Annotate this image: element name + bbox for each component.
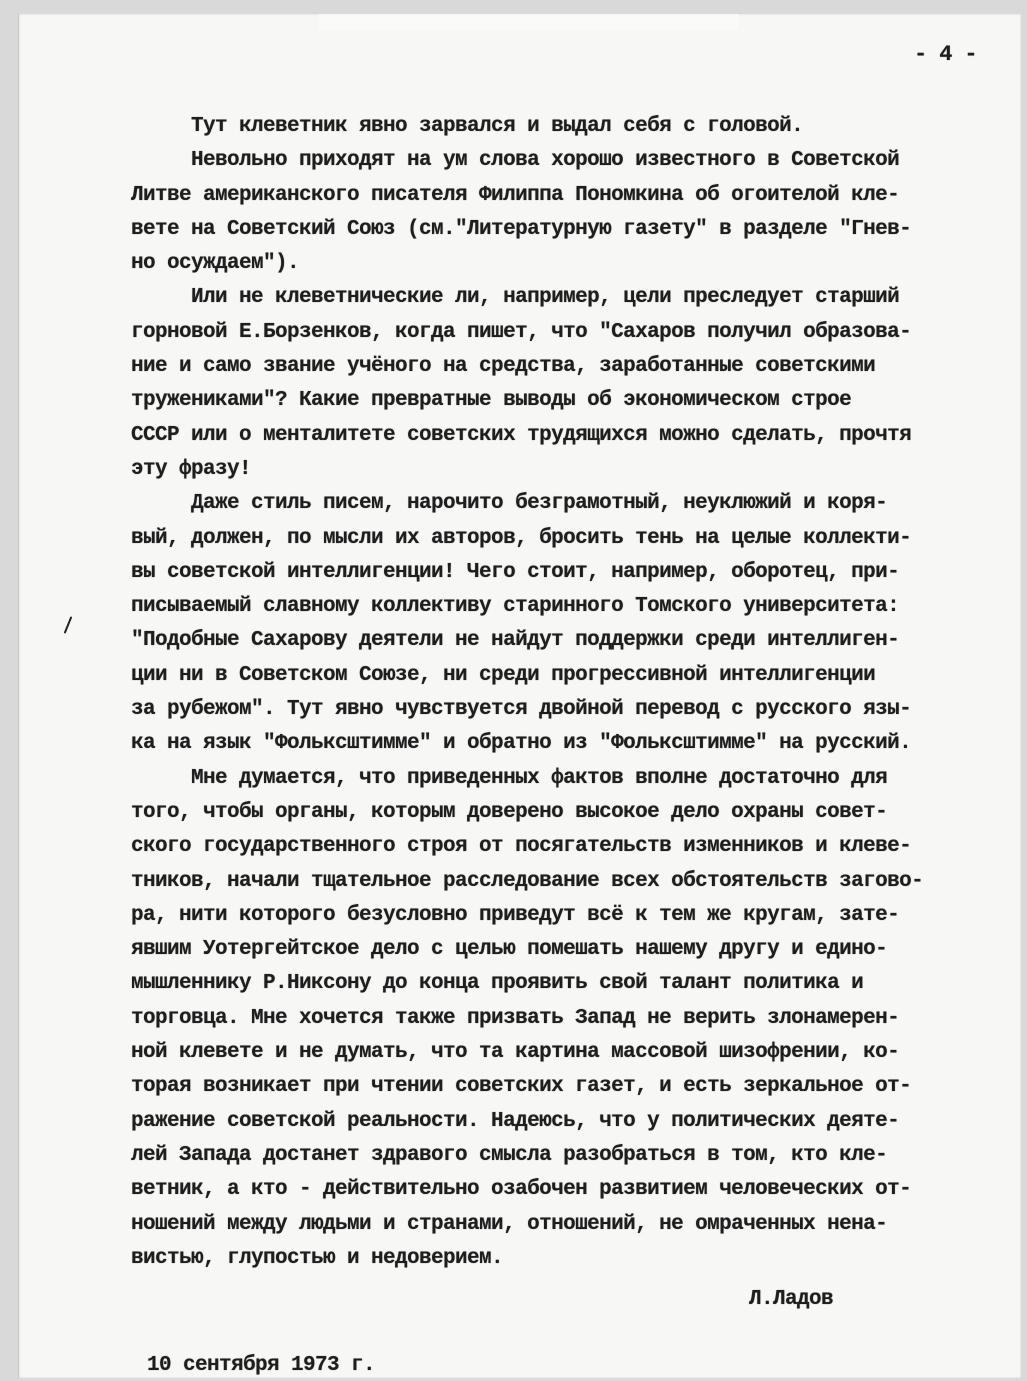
text-line: вистью, глупостью и недоверием. (131, 1246, 504, 1270)
text-line: Мне думается, что приведенных фактов вполне достаточно для (131, 766, 888, 790)
text-line: ношений между людьми и странами, отношений, не омраченных нена- (131, 1212, 888, 1236)
text-line: тников, начали тщательное расследование всех обстоятельств загово- (131, 869, 924, 893)
text-line: Или не клеветнические ли, например, цели преследует старший (131, 286, 900, 310)
text-line: ражение советской реальности. Надеюсь, что у политических деяте- (131, 1109, 900, 1133)
letter-body (131, 110, 923, 1276)
text-line: писываемый славному коллективу старинного Томского университета: (131, 595, 900, 619)
document-page (18, 14, 1021, 1378)
signature: Л.Ладов (749, 1288, 834, 1311)
text-line: мышленнику Р.Никсону до конца проявить свой талант политика и (131, 972, 864, 996)
text-line: ной клевете и не думать, что та картина массовой шизофрении, ко- (131, 1041, 900, 1065)
text-line: ветник, а кто - действительно озабочен развитием человеческих от- (131, 1178, 912, 1202)
text-line: ского государственного строя от посягательств изменников и клеве- (131, 835, 912, 859)
text-line: того, чтобы органы, которым доверено высокое дело охраны совет- (131, 800, 888, 824)
text-line: торговца. Мне хочется также призвать Запад не верить злонамерен- (131, 1006, 900, 1030)
text-line: вете на Советский Союз (см."Литературную газету" в разделе "Гнев- (131, 217, 912, 241)
text-line: ции ни в Советском Союзе, ни среди прогрессивной интеллигенции (131, 663, 876, 687)
text-line: тружениками"? Какие превратные выводы об экономическом строе (131, 389, 852, 413)
text-line: торая возникает при чтении советских газет, и есть зеркальное от- (131, 1075, 912, 1099)
text-line: но осуждаем"). (131, 252, 300, 276)
text-line: Тут клеветник явно зарвался и выдал себя с головой. (131, 115, 804, 138)
text-line: ка на язык "Фольксштимме" и обратно из "Фольксштимме" на русский. (131, 732, 912, 756)
text-line: Даже стиль писем, нарочито безграмотный, неуклюжий и коря- (131, 492, 888, 516)
text-line: "Подобные Сахарову деятели не найдут поддержки среди интеллиген- (131, 629, 900, 653)
text-line: СССР или о менталитете советских трудящихся можно сделать, прочтя (131, 423, 912, 447)
text-line: Литве американского писателя Филиппа Пономкина об огоителой кле- (131, 183, 900, 207)
text-line: лей Запада достанет здравого смысла разобраться в том, кто кле- (131, 1143, 888, 1167)
text-line: за рубежом". Тут явно чувствуется двойной перевод с русского язы- (131, 698, 912, 722)
text-line: горновой Е.Борзенков, когда пишет, что "Сахаров получил образова- (131, 320, 912, 344)
text-line: явшим Уотергейтское дело с целью помешать нашему другу и едино- (131, 938, 888, 962)
text-line: эту фразу! (131, 457, 252, 481)
text-line: ра, нити которого безусловно приведут всё к тем же кругам, зате- (131, 903, 900, 927)
page-number: - 4 - (914, 42, 978, 67)
margin-pen-mark (64, 616, 73, 633)
text-line: Невольно приходят на ум слова хорошо известного в Советской (131, 149, 900, 173)
text-line: ние и само звание учёного на средства, заработанные советскими (131, 355, 876, 379)
text-line: вы советской интеллигенции! Чего стоит, например, оборотец, при- (131, 560, 900, 584)
letter-date: 10 сентября 1973 г. (147, 1354, 376, 1377)
text-line: вый, должен, по мысли их авторов, бросить тень на целые коллекти- (131, 526, 912, 550)
paper-edge (319, 14, 739, 30)
